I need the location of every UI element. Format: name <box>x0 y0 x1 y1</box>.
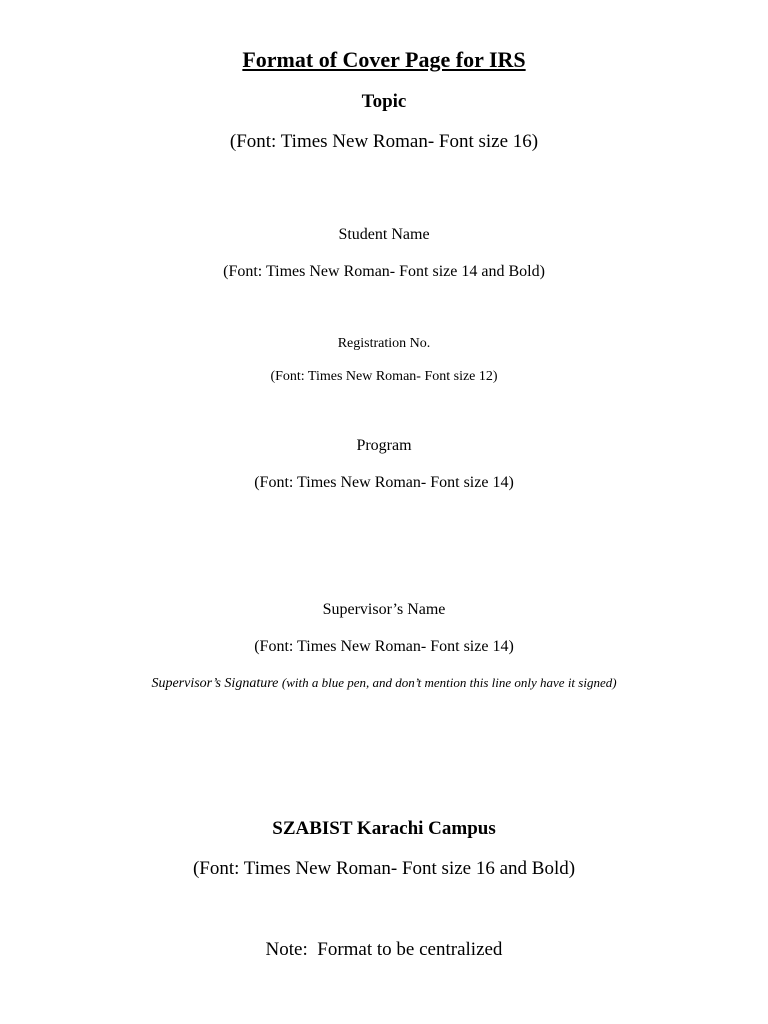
program-font-note: (Font: Times New Roman- Font size 14) <box>254 474 514 491</box>
format-note: Note: Format to be centralized <box>265 939 503 960</box>
topic-font-note: (Font: Times New Roman- Font size 16) <box>229 131 539 152</box>
registration-label: Registration No. <box>337 336 431 351</box>
campus-font-note: (Font: Times New Roman- Font size 16 and Bold) <box>192 858 576 879</box>
signature-label: Supervisor’s Signature <box>151 676 279 691</box>
supervisor-name-label: Supervisor’s Name <box>322 601 446 618</box>
campus-label: SZABIST Karachi Campus <box>272 818 496 839</box>
signature-note: (with a blue pen, and don’t mention this line only have it signed) <box>281 675 617 690</box>
supervisor-font-note: (Font: Times New Roman- Font size 14) <box>254 638 514 655</box>
topic-label: Topic <box>361 91 407 112</box>
signature-line <box>0 676 768 691</box>
student-font-note: (Font: Times New Roman- Font size 14 and Bold) <box>223 263 545 280</box>
page-title: Format of Cover Page for IRS <box>242 47 526 72</box>
registration-font-note: (Font: Times New Roman- Font size 12) <box>270 369 498 384</box>
student-name-label: Student Name <box>338 226 430 243</box>
program-label: Program <box>356 437 412 454</box>
